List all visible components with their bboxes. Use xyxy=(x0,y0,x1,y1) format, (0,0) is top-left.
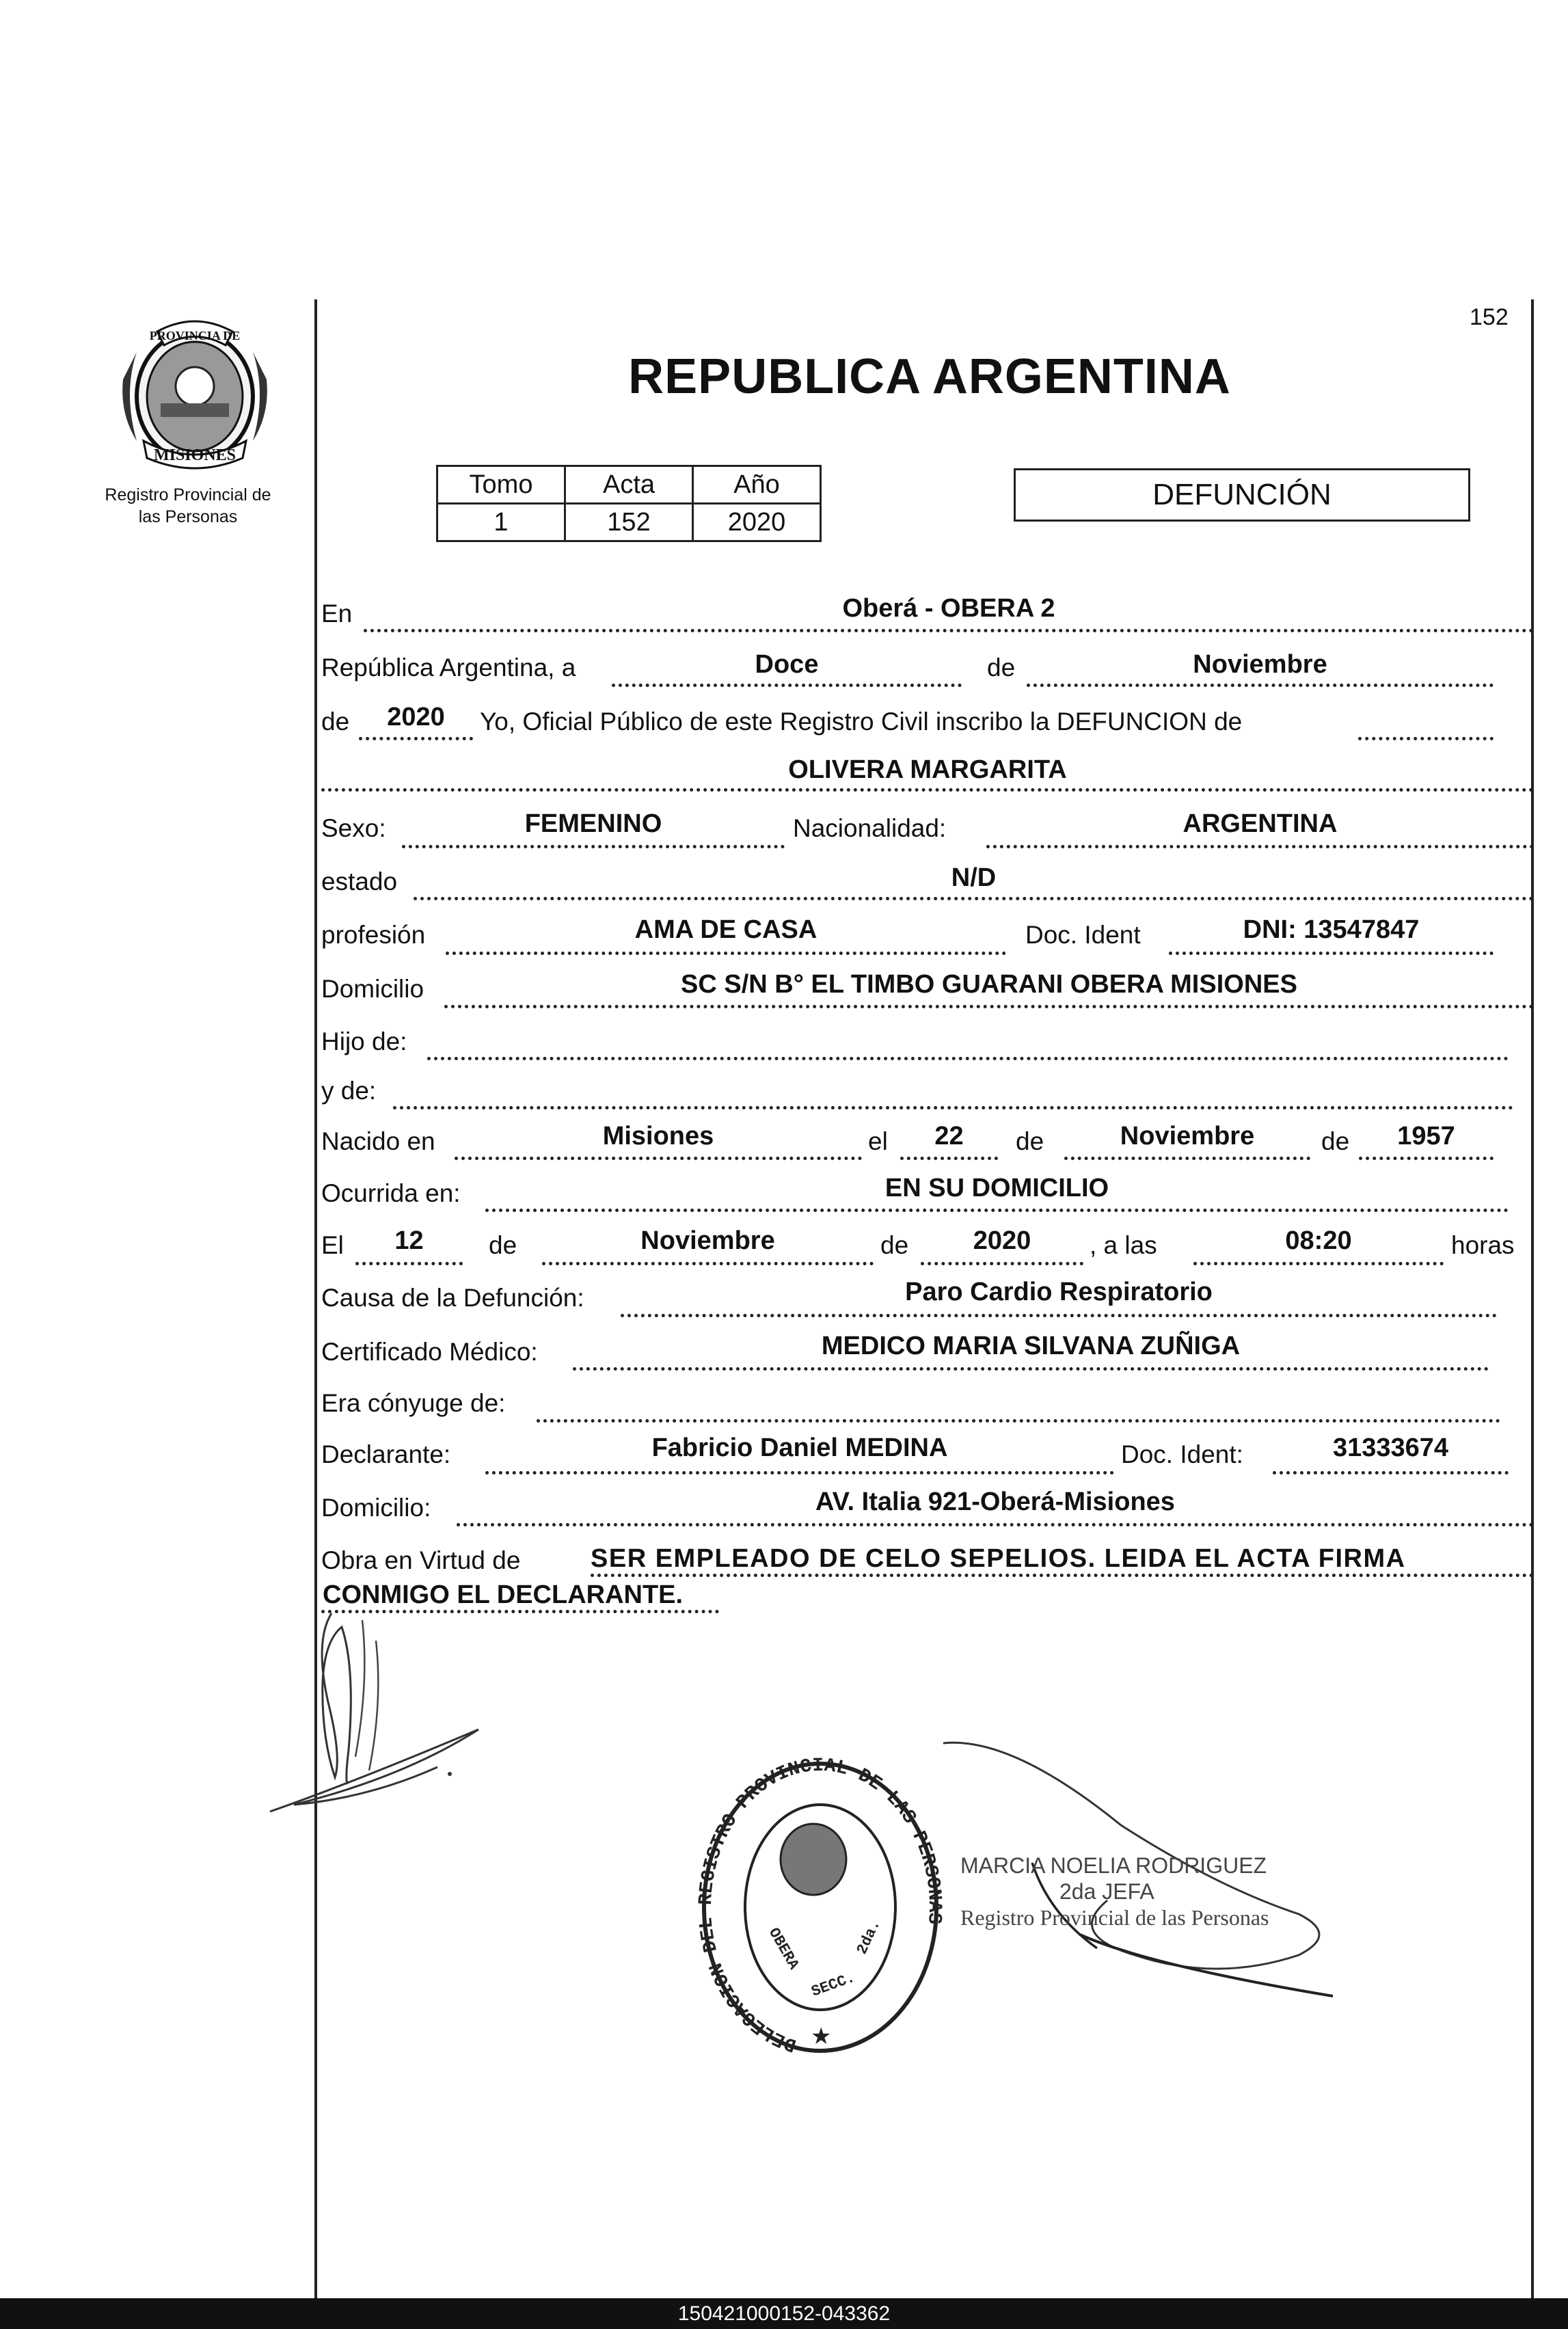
value-nac-mes: Noviembre xyxy=(1120,1122,1255,1150)
dotted-line xyxy=(986,845,1534,848)
value-profesion: AMA DE CASA xyxy=(634,915,817,944)
value-anio: 2020 xyxy=(387,703,445,731)
value-def-dia: 12 xyxy=(394,1226,424,1255)
dotted-line xyxy=(537,1419,1500,1423)
label-domicilio: Domicilio xyxy=(321,975,424,1003)
value-lugar: Oberá - OBERA 2 xyxy=(842,594,1055,623)
label-hijo-de: Hijo de: xyxy=(321,1027,407,1055)
label-de-mes: de xyxy=(1016,1127,1044,1155)
dotted-line xyxy=(591,1574,1534,1577)
seal-bottom-text: MISIONES xyxy=(153,446,236,464)
dotted-line xyxy=(1064,1157,1310,1160)
label-de-fecha: de xyxy=(489,1231,517,1259)
dotted-line xyxy=(1273,1471,1509,1475)
dotted-line xyxy=(900,1157,998,1160)
label-a-las: , a las xyxy=(1090,1231,1157,1259)
stamp-inner-bottom: SECC. xyxy=(809,1969,858,2001)
value-anio: 2020 xyxy=(693,504,821,541)
value-certificado: MEDICO MARIA SILVANA ZUÑIGA xyxy=(821,1332,1241,1360)
value-nacido-en: Misiones xyxy=(602,1122,714,1150)
label-de-year: de xyxy=(321,708,350,736)
document-title: REPUBLICA ARGENTINA xyxy=(628,349,1231,404)
label-declarante: Declarante: xyxy=(321,1440,451,1468)
label-sexo: Sexo: xyxy=(321,814,386,842)
label-doc-ident: Doc. Ident xyxy=(1025,921,1141,949)
official-office: Registro Provincial de las Personas xyxy=(960,1905,1269,1930)
dotted-line xyxy=(359,737,473,740)
value-acta: 152 xyxy=(565,504,693,541)
header-tomo: Tomo xyxy=(437,466,565,504)
dotted-line xyxy=(355,1262,463,1265)
value-declarante: Fabricio Daniel MEDINA xyxy=(651,1433,948,1462)
dotted-line xyxy=(1169,952,1493,955)
dotted-line xyxy=(485,1471,1114,1475)
label-doc-ident-declarante: Doc. Ident: xyxy=(1121,1440,1243,1468)
label-nacido-en: Nacido en xyxy=(321,1127,435,1155)
label-de-anio-fecha: de xyxy=(880,1231,909,1259)
label-profesion: profesión xyxy=(321,921,426,949)
dotted-line xyxy=(612,684,962,687)
label-domicilio-declarante: Domicilio: xyxy=(321,1494,431,1522)
label-yo-oficial: Yo, Oficial Público de este Registro Civil inscribo la DEFUNCION de xyxy=(480,708,1243,736)
value-estado: N/D xyxy=(951,863,997,892)
declarant-signature xyxy=(267,1600,499,1825)
left-margin-rule xyxy=(314,299,317,2298)
delegation-stamp xyxy=(690,1757,950,2071)
value-mes: Noviembre xyxy=(1193,650,1327,679)
stamp-inner-right: 2da. xyxy=(853,1917,884,1957)
misiones-seal-logo xyxy=(109,311,280,475)
dotted-line xyxy=(542,1262,874,1265)
stamp-inner-left: OBERA xyxy=(764,1925,802,1973)
official-name-stamp xyxy=(960,1853,1269,1930)
value-doc: DNI: 13547847 xyxy=(1243,915,1420,944)
stamp-star-icon: ★ xyxy=(811,2023,832,2049)
document-id-footer: 150421000152-043362 xyxy=(0,2298,1568,2329)
dotted-line xyxy=(444,1005,1534,1008)
dotted-line xyxy=(427,1057,1509,1060)
value-domicilio: SC S/N B° EL TIMBO GUARANI OBERA MISIONES xyxy=(681,970,1297,999)
official-name: MARCIA NOELIA RODRIGUEZ xyxy=(960,1853,1267,1878)
dotted-line xyxy=(921,1262,1083,1265)
value-tomo: 1 xyxy=(437,504,565,541)
value-dia: Doce xyxy=(755,650,819,679)
value-declarante-doc: 31333674 xyxy=(1332,1433,1449,1462)
value-ocurrida-en: EN SU DOMICILIO xyxy=(884,1174,1109,1202)
dotted-line xyxy=(1358,737,1493,740)
official-role: 2da JEFA xyxy=(1059,1879,1154,1904)
dotted-line xyxy=(1193,1262,1444,1265)
label-en: En xyxy=(321,600,353,628)
value-sexo: FEMENINO xyxy=(524,809,662,838)
dotted-line xyxy=(621,1314,1497,1317)
value-def-mes: Noviembre xyxy=(640,1226,775,1255)
registry-caption-line2: las Personas xyxy=(138,507,238,526)
stamp-ring-text: DELEGACION DEL REGISTRO PROVINCIAL DE LAS PERSONAS xyxy=(695,1757,945,2056)
registry-caption-line1: Registro Provincial de xyxy=(105,485,271,504)
value-def-anio: 2020 xyxy=(973,1226,1031,1255)
value-nac-anio: 1957 xyxy=(1397,1122,1455,1150)
value-hora: 08:20 xyxy=(1285,1226,1352,1255)
dotted-line xyxy=(1027,684,1493,687)
value-obra-line2: CONMIGO EL DECLARANTE. xyxy=(323,1580,684,1609)
label-conyuge: Era cónyuge de: xyxy=(321,1389,506,1417)
dotted-line xyxy=(414,897,1534,900)
label-horas: horas xyxy=(1451,1231,1515,1259)
act-type-box: DEFUNCIÓN xyxy=(1014,468,1470,522)
label-y-de: y de: xyxy=(321,1077,377,1105)
dotted-line xyxy=(321,788,1534,792)
header-anio: Año xyxy=(693,466,821,504)
label-causa: Causa de la Defunción: xyxy=(321,1284,584,1312)
label-certificado: Certificado Médico: xyxy=(321,1338,538,1366)
acta-reference-table xyxy=(436,465,822,542)
dotted-line xyxy=(393,1106,1513,1109)
dotted-line xyxy=(446,952,1006,955)
dotted-line xyxy=(573,1367,1489,1371)
label-el: el xyxy=(868,1127,888,1155)
label-ocurrida-en: Ocurrida en: xyxy=(321,1179,461,1207)
page-number: 152 xyxy=(1470,304,1509,330)
label-de: de xyxy=(987,654,1016,682)
label-obra-en-virtud: Obra en Virtud de xyxy=(321,1546,521,1574)
value-obra-line1: SER EMPLEADO DE CELO SEPELIOS. LEIDA EL ACTA FIRMA xyxy=(591,1544,1406,1573)
label-el-fecha: El xyxy=(321,1231,344,1259)
value-nac-dia: 22 xyxy=(934,1122,964,1150)
seal-top-text: PROVINCIA DE xyxy=(149,329,241,342)
dotted-line xyxy=(455,1157,862,1160)
registry-caption xyxy=(75,484,301,528)
value-declarante-domicilio: AV. Italia 921-Oberá-Misiones xyxy=(815,1487,1175,1516)
dotted-line xyxy=(1359,1157,1493,1160)
dotted-line xyxy=(485,1209,1509,1212)
label-de-anio: de xyxy=(1321,1127,1350,1155)
header-acta: Acta xyxy=(565,466,693,504)
label-nacionalidad: Nacionalidad: xyxy=(793,814,947,842)
label-republica: República Argentina, a xyxy=(321,654,576,682)
label-estado: estado xyxy=(321,867,398,896)
dotted-line xyxy=(457,1523,1534,1526)
value-causa: Paro Cardio Respiratorio xyxy=(905,1278,1213,1306)
dotted-line xyxy=(402,845,785,848)
value-nombre: OLIVERA MARGARITA xyxy=(788,755,1067,784)
value-nacionalidad: ARGENTINA xyxy=(1182,809,1338,838)
dotted-line xyxy=(364,629,1534,632)
